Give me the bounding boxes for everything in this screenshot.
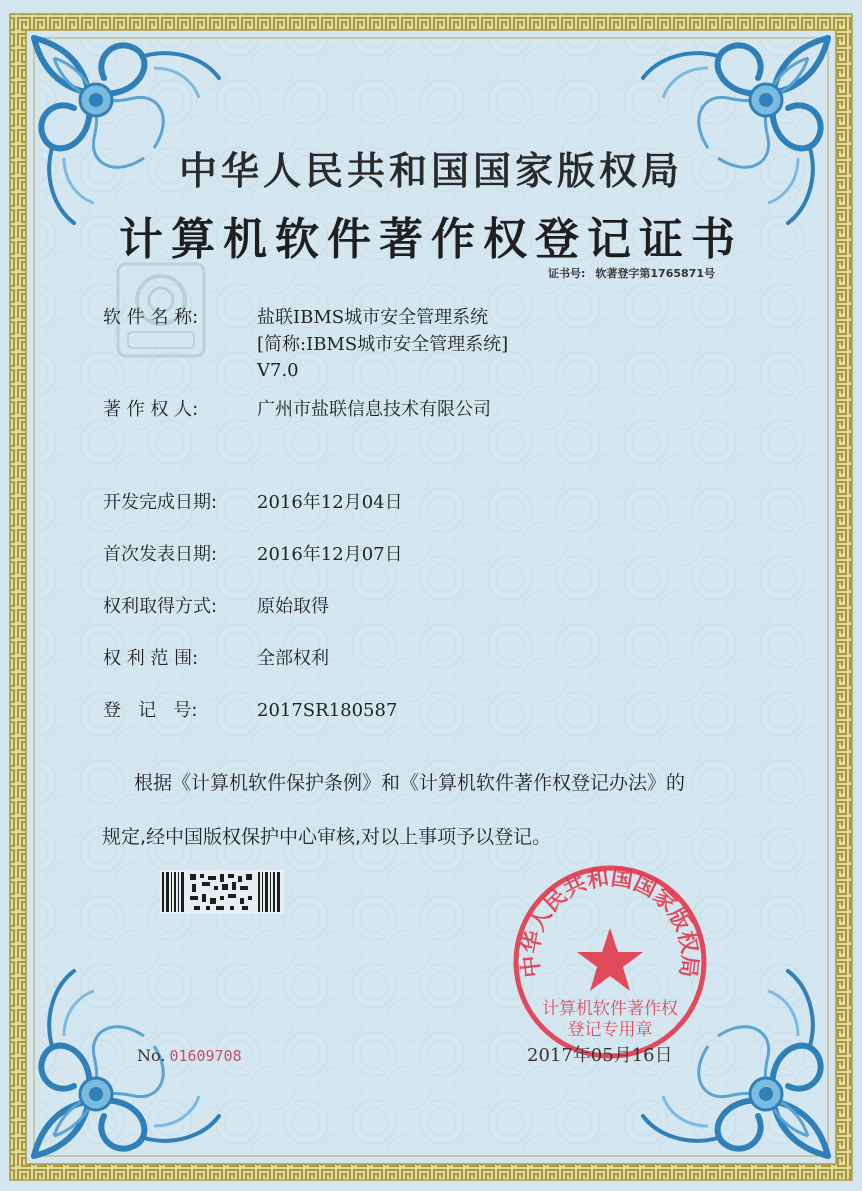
- publish-date-label: 首次发表日期:: [103, 544, 218, 565]
- certificate-number-label: 证书号:: [548, 267, 586, 280]
- software-version: V7.0: [257, 360, 299, 381]
- certificate-number: [548, 265, 715, 281]
- reg-number-row: [103, 698, 397, 724]
- software-name-row: [103, 305, 488, 331]
- rights-scope-value: 全部权利: [257, 648, 329, 669]
- software-short-name: [简称:IBMS城市安全管理系统]: [257, 334, 509, 355]
- serial-value: 01609708: [169, 1047, 242, 1065]
- software-name-label: 软 件 名 称:: [103, 307, 199, 328]
- official-seal: [510, 862, 710, 1062]
- serial-prefix: No.: [137, 1046, 166, 1065]
- statement-line-2: 规定,经中国版权保护中心审核,对以上事项予以登记。: [102, 826, 552, 848]
- serial-number: [137, 1046, 242, 1065]
- dev-date-value: 2016年12月04日: [257, 492, 403, 513]
- software-name-value: 盐联IBMS城市安全管理系统: [257, 307, 489, 328]
- dev-date-label: 开发完成日期:: [103, 492, 218, 513]
- rights-scope-row: [103, 646, 329, 672]
- statement-line-1: 根据《计算机软件保护条例》和《计算机软件著作权登记办法》的: [134, 772, 686, 794]
- seal-inner-line-2: 登记专用章: [567, 1020, 653, 1040]
- dev-date-row: [103, 490, 403, 516]
- certificate-title: 计算机软件著作权登记证书: [119, 214, 743, 265]
- reg-number-label: 登 记 号:: [103, 700, 198, 721]
- owner-label: 著 作 权 人:: [103, 399, 199, 420]
- seal-star-icon: [577, 928, 643, 991]
- publish-date-row: [103, 542, 403, 568]
- acquire-method-row: [103, 594, 329, 620]
- publish-date-value: 2016年12月07日: [257, 544, 403, 565]
- authority-title: 中华人民共和国国家版权局: [178, 149, 683, 193]
- seal-inner-line-1: 计算机软件著作权: [542, 999, 678, 1019]
- owner-value: 广州市盐联信息技术有限公司: [257, 399, 491, 420]
- rights-scope-label: 权 利 范 围:: [103, 648, 199, 669]
- seal-ring-text: 中华人民共和国国家版权局: [518, 865, 702, 979]
- acquire-method-value: 原始取得: [257, 596, 329, 617]
- reg-number-value: 2017SR180587: [257, 700, 398, 721]
- issue-date: 2017年05月16日: [527, 1045, 673, 1066]
- certificate-number-value: 软著登字第1765871号: [595, 267, 715, 280]
- owner-row: [103, 397, 491, 423]
- acquire-method-label: 权利取得方式:: [103, 596, 218, 617]
- barcode-icon: [160, 870, 284, 914]
